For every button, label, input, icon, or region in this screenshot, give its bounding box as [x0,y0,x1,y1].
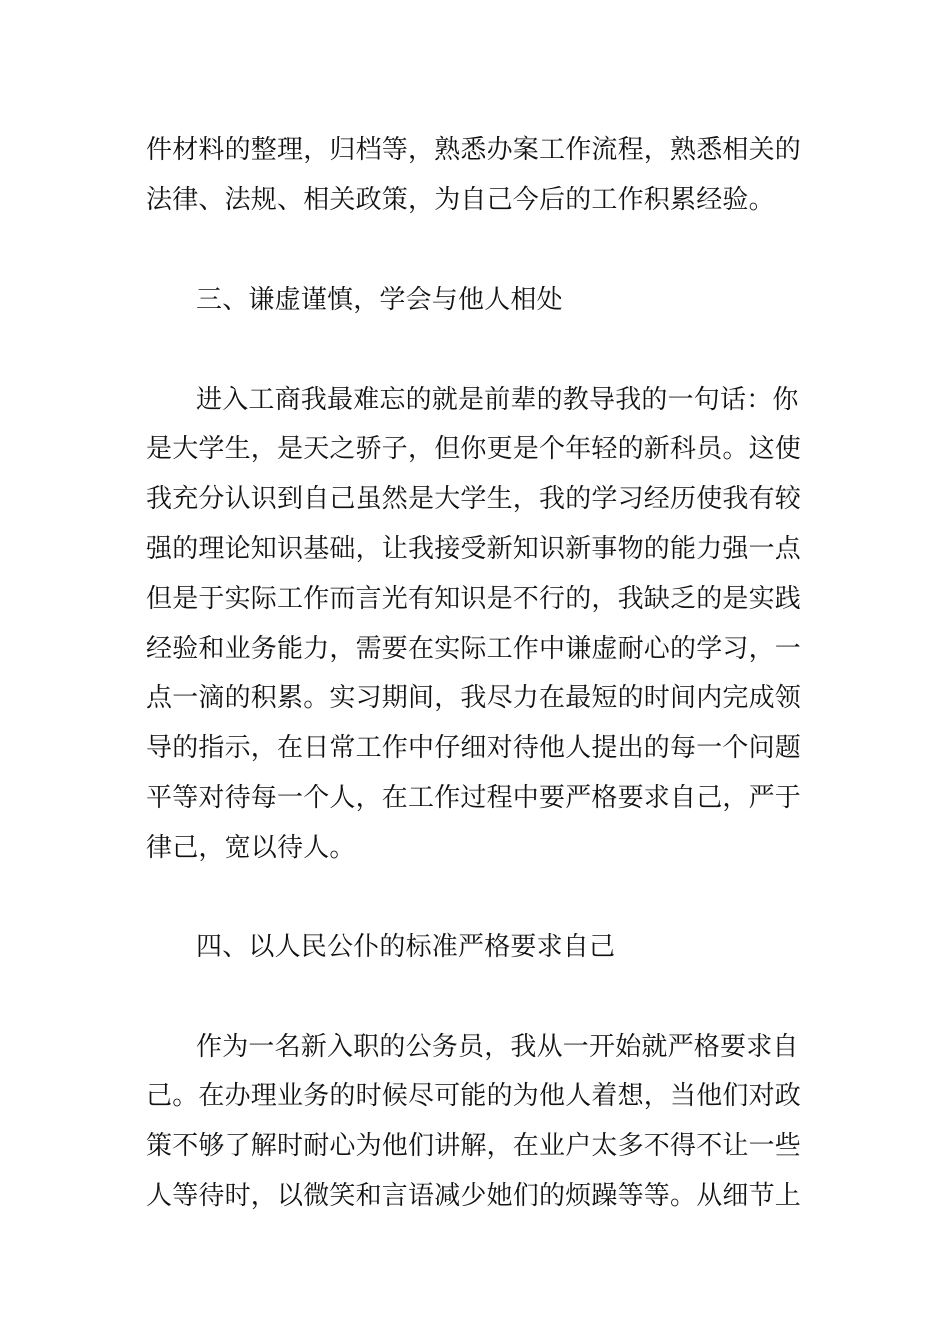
text-line: 点一滴的积累。实习期间，我尽力在最短的时间内完成领 [146,683,802,713]
text-line: 法律、法规、相关政策，为自己今后的工作积累经验。 [146,185,775,215]
text-line: 作为一名新入职的公务员，我从一开始就严格要求自 [196,1032,799,1062]
section-heading-3: 三、谦虚谨慎，学会与他人相处 [196,285,563,315]
text-line: 但是于实际工作而言光有知识是不行的，我缺乏的是实践 [146,584,802,614]
text-line: 己。在办理业务的时候尽可能的为他人着想，当他们对政 [146,1081,802,1111]
text-line: 进入工商我最难忘的就是前辈的教导我的一句话：你 [196,385,799,415]
text-line: 件材料的整理，归档等，熟悉办案工作流程，熟悉相关的 [146,135,802,165]
text-line: 经验和业务能力，需要在实际工作中谦虚耐心的学习，一 [146,634,802,664]
text-line: 策不够了解时耐心为他们讲解，在业户太多不得不让一些 [146,1131,802,1161]
text-line: 人等待时，以微笑和言语减少她们的烦躁等等。从细节上 [146,1181,802,1211]
text-line: 律己，宽以待人。 [146,833,356,863]
text-line: 是大学生，是天之骄子，但你更是个年轻的新科员。这使 [146,434,802,464]
text-line: 平等对待每一个人，在工作过程中要严格要求自己，严于 [146,783,802,813]
text-line: 强的理论知识基础，让我接受新知识新事物的能力强一点 [146,534,802,564]
text-line: 导的指示，在日常工作中仔细对待他人提出的每一个问题 [146,733,802,763]
text-line: 我充分认识到自己虽然是大学生，我的学习经历使我有较 [146,484,802,514]
section-heading-4: 四、以人民公仆的标准严格要求自己 [196,932,616,962]
